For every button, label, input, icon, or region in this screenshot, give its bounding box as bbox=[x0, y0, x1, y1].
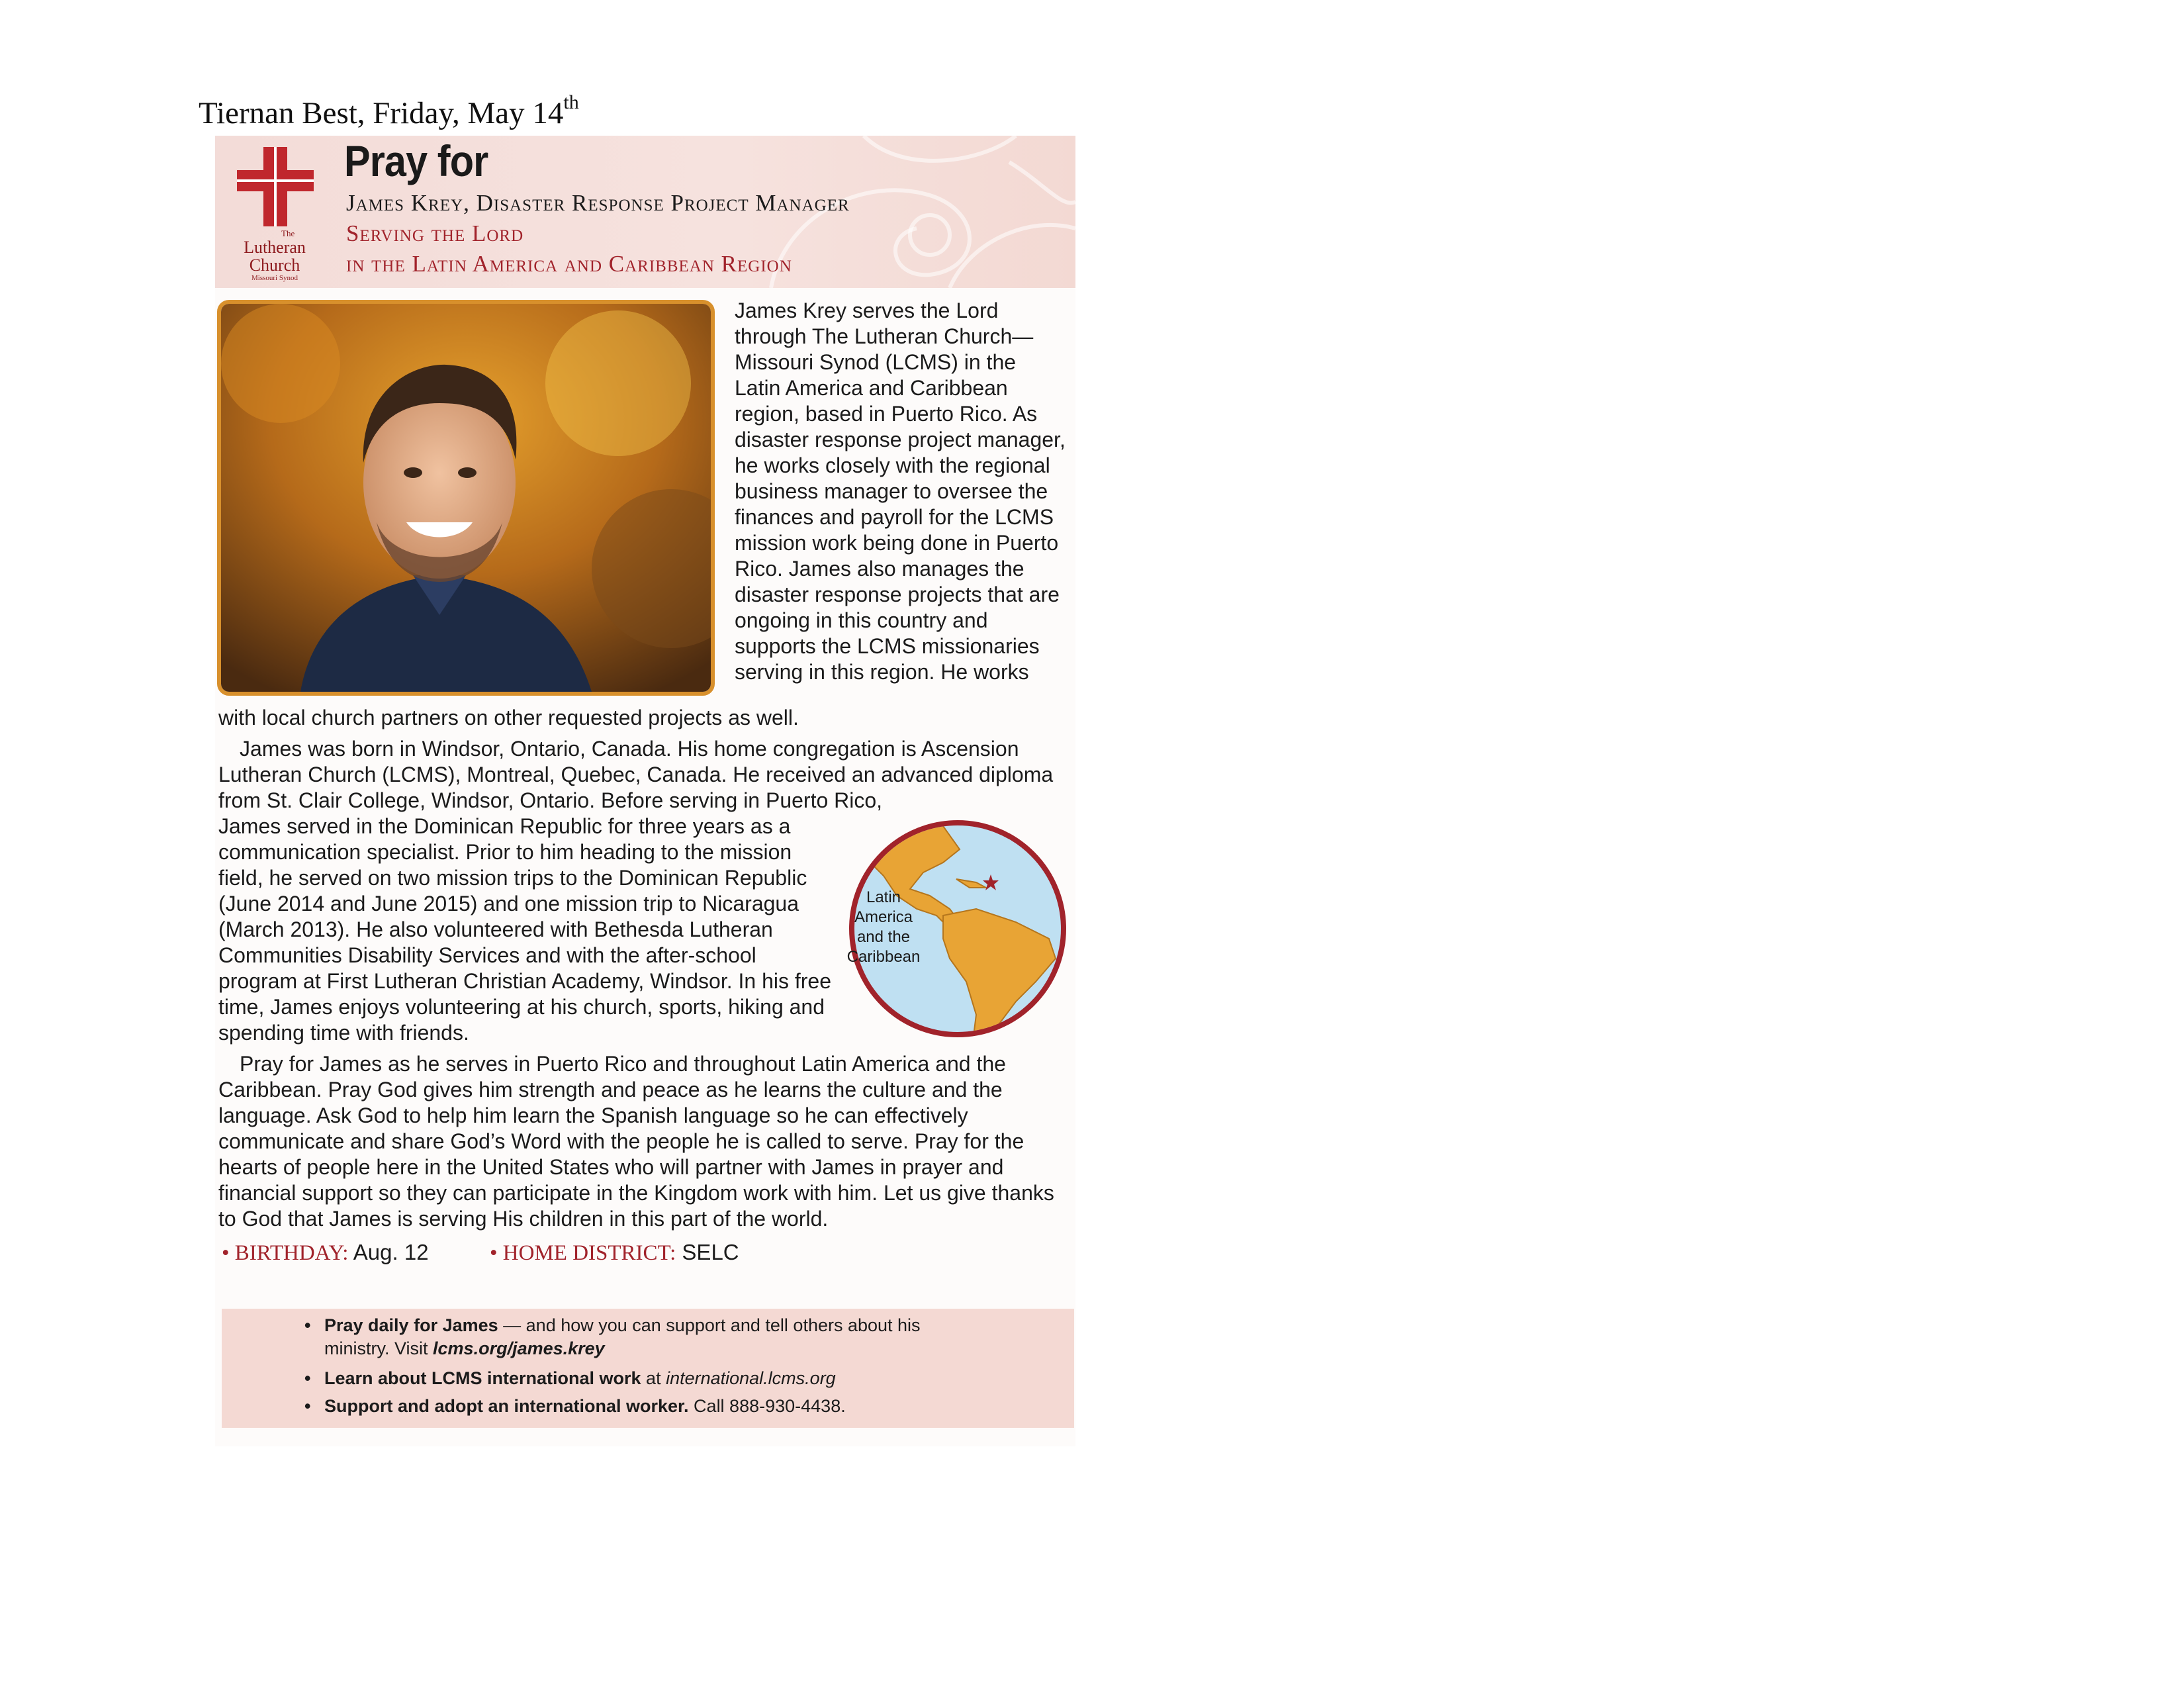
header-note bbox=[199, 91, 579, 131]
action-item-support bbox=[324, 1395, 986, 1418]
action-item-text: at bbox=[641, 1368, 666, 1388]
action-box bbox=[222, 1309, 1074, 1428]
district-value: SELC bbox=[682, 1240, 739, 1264]
region-map bbox=[844, 816, 1072, 1041]
portrait-photo bbox=[217, 300, 715, 696]
lcms-logo bbox=[225, 144, 324, 283]
map-label-line: Caribbean bbox=[846, 948, 921, 966]
map-label-line: America bbox=[854, 908, 913, 926]
action-item-pray bbox=[324, 1314, 986, 1360]
international-link[interactable]: international.lcms.org bbox=[666, 1368, 836, 1388]
cross-icon bbox=[225, 144, 324, 230]
banner-subtitle-serving: Serving the Lord bbox=[346, 220, 524, 246]
banner-subtitle-name: James Krey, Disaster Response Project Manager bbox=[346, 190, 850, 216]
biography-paragraph-top: James was born in Windsor, Ontario, Canada. His home congregation is Ascension Lutheran Church (LCMS), Montreal, Quebec, Canada. He received an advanced diploma from St. Clair College, Windsor, Ontario. Before serving in Puerto Rico, bbox=[218, 737, 1054, 812]
action-item-learn bbox=[324, 1367, 986, 1390]
intro-paragraph: James Krey serves the Lord through The Lutheran Church—Missouri Synod (LCMS) in the Latin America and Caribbean region, based in Puerto Rico. As disaster response project manager, he works closely with the regional business manager to oversee the finances and payroll for the LCMS mission work being done in Puerto Rico. James also manages the disaster response projects that are ongoing in this country and supports the LCMS missionaries serving in this region. He works bbox=[735, 299, 1066, 684]
district-label: • HOME DISTRICT: bbox=[490, 1241, 676, 1265]
biography-paragraph-bottom: James served in the Dominican Republic for three years as a communication specialist. Prior to him heading to the mission field, he served on two mission trips to the Dominican Republic (June 2014 and June 2015) and one mission trip to Nicaragua (March 2013). He also volunteered with Bethesda Lutheran Communities Disability Services and with the after-school program at First Lutheran Christian Academy, Windsor. In his free time, James enjoys volunteering at his church, sports, hiking and spending time with friends. bbox=[218, 814, 832, 1045]
logo-line-3: Missouri Synod bbox=[251, 273, 298, 282]
action-item-bold: Pray daily for James bbox=[324, 1315, 498, 1335]
prayer-paragraph: Pray for James as he serves in Puerto Rico and throughout Latin America and the Caribbean. Pray God gives him strength and peace as he learns the culture and the language. Ask God to help him learn the Spanish language so he can effectively communicate and share God’s Word with the people he is called to serve. Pray for the hearts of people here in the United States who will partner with James in prayer and financial support so they can participate in the Kingdom work with him. Let us give thanks to God that James is serving His children in this part of the world. bbox=[218, 1052, 1054, 1231]
header-note-text: Tiernan Best, Friday, May 14 bbox=[199, 96, 564, 130]
logo-line-2: Church bbox=[249, 256, 300, 275]
map-label-line: Latin bbox=[866, 888, 901, 906]
action-item-text: Call 888-930-4438. bbox=[688, 1396, 846, 1416]
banner bbox=[215, 136, 1075, 288]
birthday-fact bbox=[222, 1240, 429, 1266]
banner-subtitle-region: in the Latin America and Caribbean Region bbox=[346, 251, 792, 277]
header-note-sup: th bbox=[563, 91, 579, 113]
map-label-line: and the bbox=[856, 928, 911, 946]
birthday-label: • BIRTHDAY: bbox=[222, 1241, 349, 1265]
intro-paragraph-tail: with local church partners on other requested projects as well. bbox=[218, 706, 799, 729]
action-item-text: — and how you can support and tell others about his ministry. Visit bbox=[324, 1315, 921, 1358]
banner-title: Pray for bbox=[344, 136, 488, 185]
district-fact bbox=[490, 1240, 739, 1266]
map-label bbox=[844, 888, 923, 967]
logo-the: The bbox=[281, 228, 295, 238]
birthday-value: Aug. 12 bbox=[353, 1240, 429, 1264]
action-item-bold: Support and adopt an international worker. bbox=[324, 1396, 689, 1416]
logo-line-1: Lutheran bbox=[244, 238, 306, 257]
prayer-card bbox=[215, 136, 1075, 1446]
action-item-bold: Learn about LCMS international work bbox=[324, 1368, 641, 1388]
logo-wordmark bbox=[225, 238, 324, 282]
ministry-link[interactable]: lcms.org/james.krey bbox=[433, 1338, 605, 1358]
